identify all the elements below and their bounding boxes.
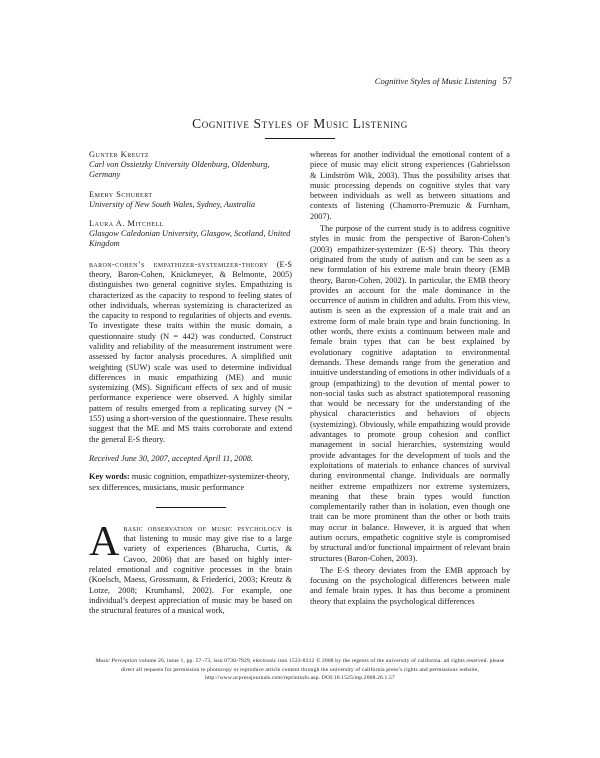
drop-cap: A [89, 518, 120, 565]
intro-body: is that listening to music may give rise to a large variety of experiences (Bharucha, Curtis, & Cavoo, 2006) that are based on highly inter-related emotional and cognitive processes in the brain (Koelsch, Maess, Grossmann, & Friederici, 2003; Kreutz & Lotze, 2008; Krumhansl, 2002). For example, one individual’s deepest appreciation of music may be based on the structural features of a musical work, [89, 523, 292, 616]
author-affiliation: Carl von Ossietzky University Oldenburg, Oldenburg, Germany [89, 160, 270, 180]
author-affiliation: University of New South Wales, Sydney, Australia [89, 199, 256, 209]
author-name: Laura A. Mitchell [89, 219, 164, 229]
body-paragraph: whereas for another individual the emotional content of a piece of music may elicit strong experiences (Gabrielsson & Lindström Wik, 2003). Thus the possibility arises that music processing depends on cognitive styles that vary between individuals as well as between situations and contexts of listening (Chamorro-Premuzic & Furnham, 2007). [310, 150, 510, 221]
abstract [89, 260, 292, 445]
right-column [310, 150, 510, 607]
keywords [89, 472, 292, 493]
running-head [375, 76, 512, 87]
keywords-text: music cognition, empathizer-systemizer-theory, sex differences, musicians, music performance [89, 472, 290, 492]
intro-paragraph [89, 518, 292, 617]
author-block [89, 219, 292, 250]
journal-name: Music Perception [95, 658, 138, 664]
author-block [89, 190, 292, 210]
author-affiliation: Glasgow Caledonian University, Glasgow, Scotland, United Kingdom [89, 229, 291, 249]
section-divider [156, 507, 226, 508]
author-name: Gunter Kreutz [89, 150, 150, 159]
body-paragraph: The purpose of the current study is to address cognitive styles in music from the perspective of Baron-Cohen’s (2003) empathizer-systemizer (E-S) theory. This theory originated from the study of autism and can be seen as a new formulation of his extreme male brain theory (EMB theory, Baron-Cohen, 2002). In particular, the EMB theory provides an account for the male dominance in the occurrence of autism in children and adults. From this view, autism is seen as the expression of a male trait and an extreme form of male brain type and brain functioning. In other words, there exists a continuum between male and female brain types that can be best explained by evolutionary cognitive adaptation to environmental demands. These demands range from the generation and intuitive understanding of emotions in other individuals of a group (empathizing) to the devotion of mental power to non-social tasks such as abstract spatiotemporal reasoning that would be necessary for the understanding of the physical characteristics and behaviors of objects (systemizing). Obviously, while empathizing would provide advantages to promote group cohesion and conflict management in social hierarchies, systemizing would provide advantages for the development of tools and the exploitations of materials to enhance chances of survival during environmental change. Individuals are normally neither extreme empathizers nor extreme systemizers, meaning that these brain types would function complementarily rather than in isolation, even though one trait can be more prominent than the other or both traits may occur in balance. However, it is argued that when autism occurs, empathetic cognitive style is compromised by structural and/or functional impairment of relevant brain structures (Baron-Cohen, 2003). [310, 224, 510, 563]
page-number: 57 [502, 77, 512, 87]
copyright-footer [89, 657, 511, 683]
received-dates: Received June 30, 2007, accepted April 11, 2008. [89, 453, 253, 463]
intro-lead: basic observation of music psychology [123, 523, 282, 533]
author-name: Emery Schubert [89, 189, 153, 199]
running-head-title: Cognitive Styles of Music Listening [374, 76, 497, 86]
author-block [89, 150, 292, 181]
article-title: Cognitive Styles of Music Listening [192, 116, 408, 131]
footer-text: volume 26, issue 1, pp. 57–73, issn 0730-7829, electronic issn 1533-8312 © 2008 by the regents of the university of california. all rights reserved. please direct all requests for permission to photocopy or reproduce article content through the university of california press’s rights and permissions website, http://www.ucpressjournals.com/reprintinfo.asp. DOI:10.1525/mp.2008.26.1.57 [120, 658, 505, 681]
abstract-body: (E-S theory, Baron-Cohen, Knickmeyer, & Belmonte, 2005) distinguishes two general cognitive styles. Empathizing is characterized as the capacity to respond to feeling states of other individuals, whereas systemizing is characterized as the capacity to respond to regularities of objects and events. To investigate these traits within the music domain, a questionnaire study (N = 442) was conducted. Construct validity and reliability of the measurement instrument were assessed by factor analysis procedures. A simplified unit weighting (SUW) scale was used to determine individual differences in music empathizing (ME) and music systemizing (MS). Significant effects of sex and of music performance experience were observed. A highly similar pattern of results emerged from a replicating survey (N = 155) using a short-version of the questionnaire. These results suggest that the ME and MS traits corroborate and extend the general E-S theory. [89, 259, 293, 444]
body-paragraph: The E-S theory deviates from the EMB approach by focusing on the psychological differences between male and female brain types. It has thus become a prominent theory that explains the psychological differences [310, 565, 510, 606]
abstract-lead: baron-cohen’s empathizer-systemizer-theory [89, 259, 269, 269]
title-divider [265, 138, 335, 139]
keywords-label: Key words: [89, 472, 130, 482]
left-column [89, 150, 292, 617]
